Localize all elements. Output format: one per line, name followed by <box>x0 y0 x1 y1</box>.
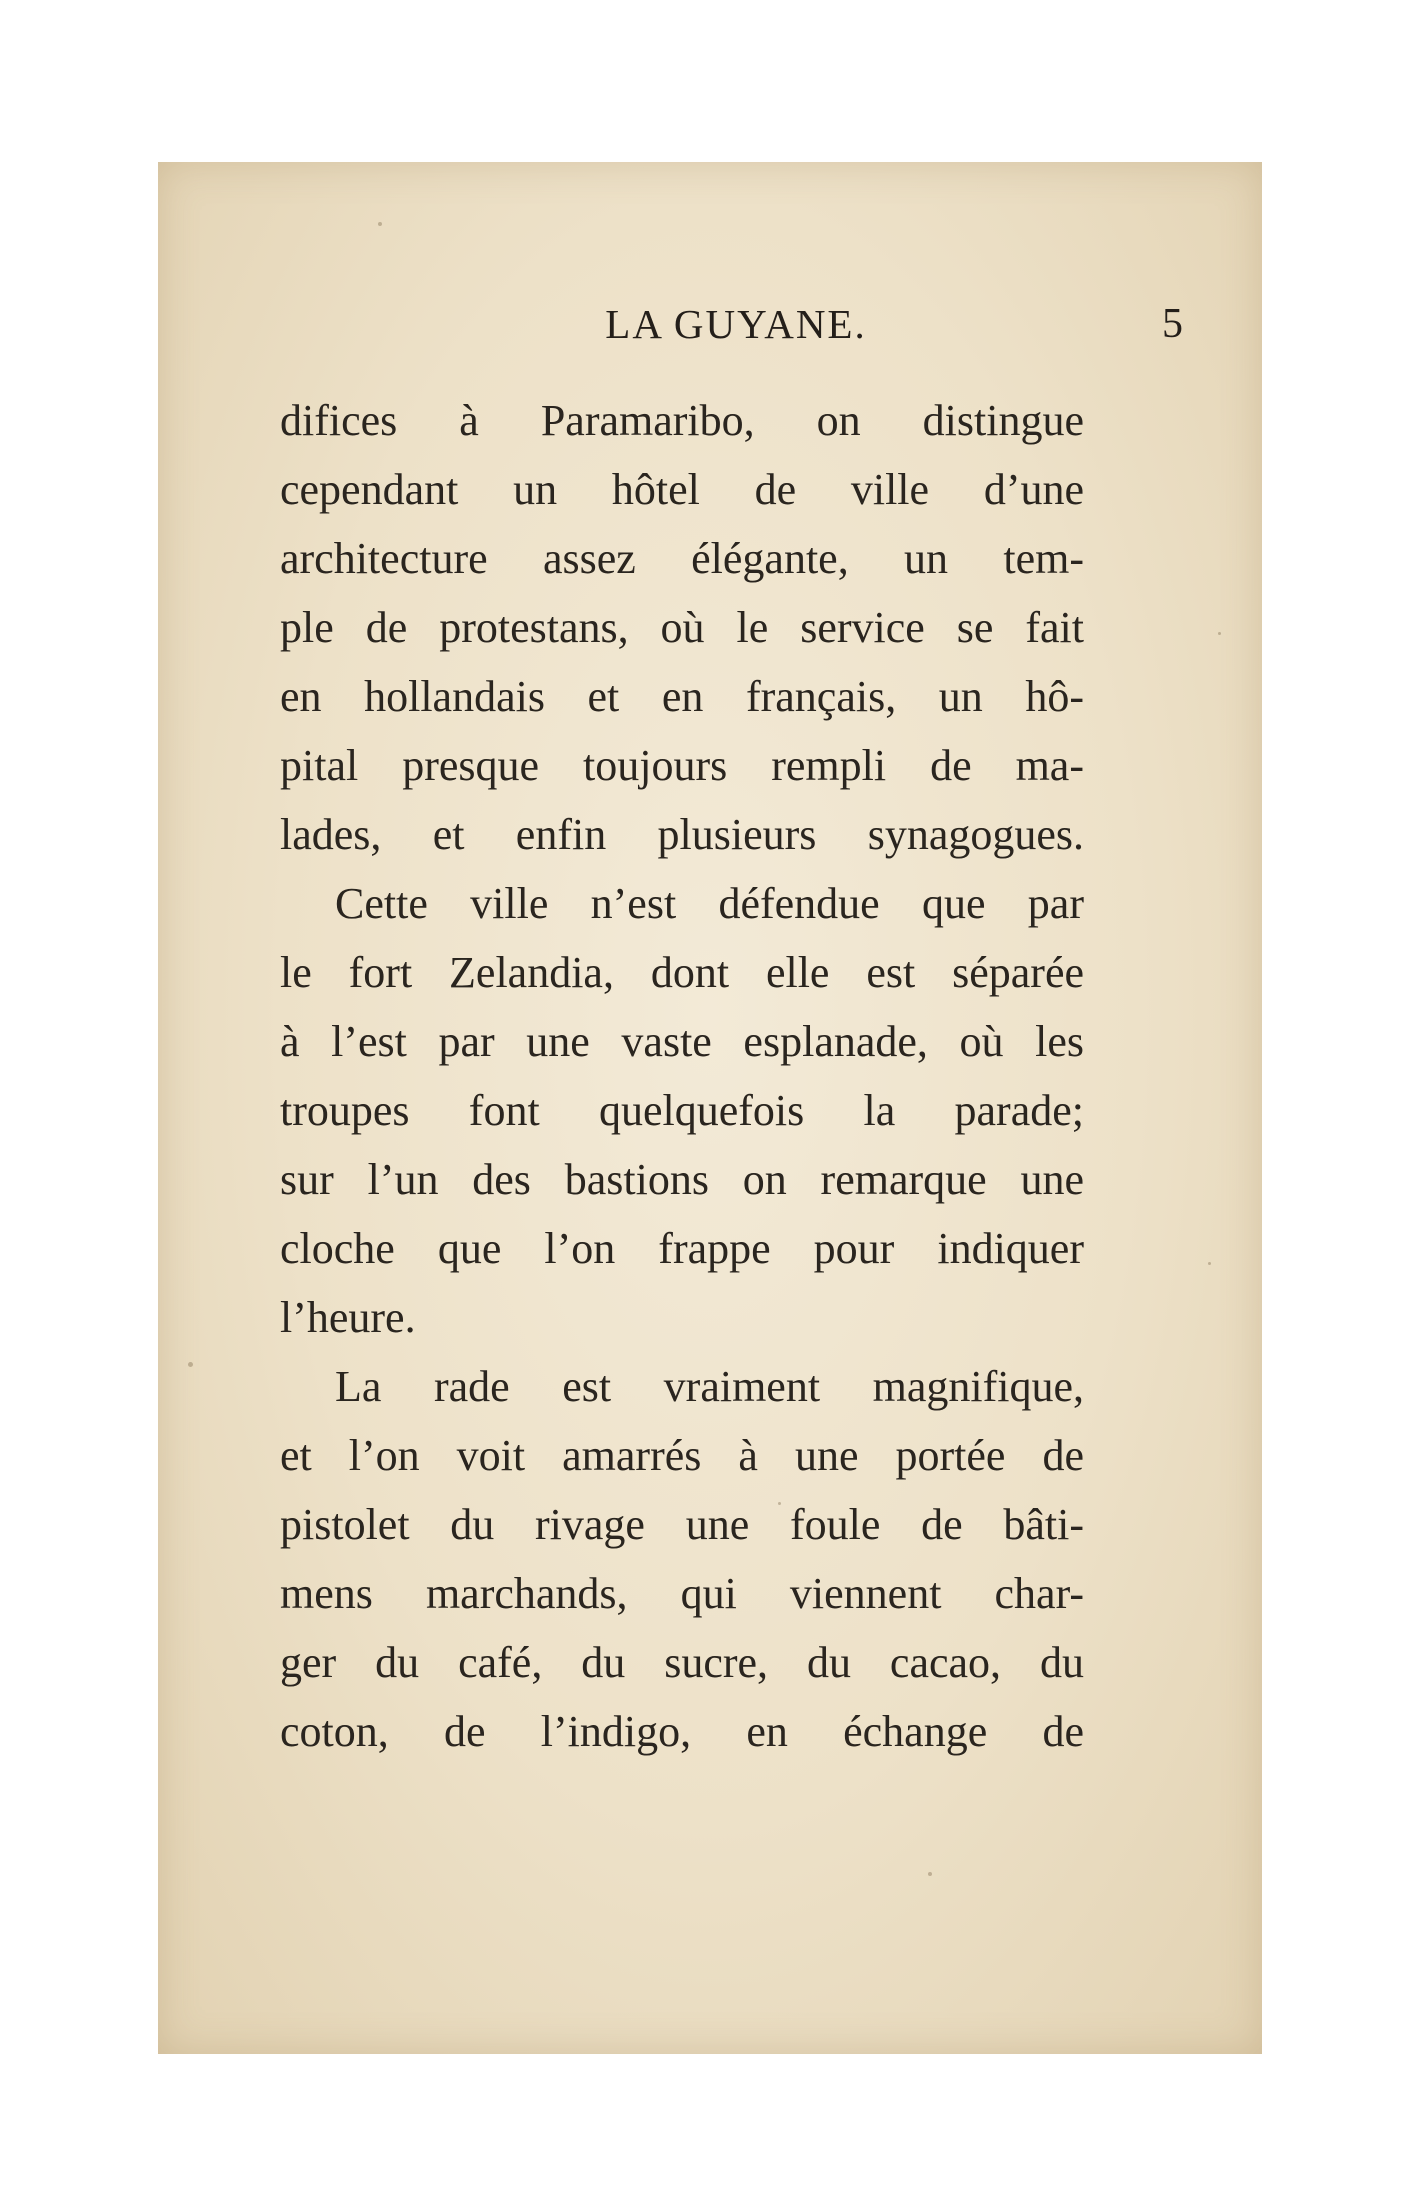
paper-speck <box>1208 1262 1211 1265</box>
running-title: LA GUYANE. <box>605 301 867 347</box>
text-line: lades, et enfin plusieurs synagogues. <box>280 810 1084 859</box>
text-line: et l’on voit amarrés à une portée de <box>280 1431 1084 1480</box>
text-line: ple de protestans, où le service se fait <box>280 603 1084 652</box>
book-page <box>158 162 1262 2054</box>
text-line: Cette ville n’est défendue que par <box>335 879 1084 928</box>
paper-speck <box>928 1872 932 1876</box>
page-header <box>278 296 1238 368</box>
text-line: sur l’un des bastions on remarque une <box>280 1155 1084 1204</box>
text-line: le fort Zelandia, dont elle est séparée <box>280 948 1084 997</box>
text-line: en hollandais et en français, un hô- <box>280 672 1084 721</box>
text-line: ger du café, du sucre, du cacao, du <box>280 1638 1084 1687</box>
text-line: architecture assez élégante, un tem- <box>280 534 1084 583</box>
body-text <box>280 386 1084 1766</box>
text-line: La rade est vraiment magnifique, <box>335 1362 1084 1411</box>
text-line: difices à Paramaribo, on distingue <box>280 396 1084 445</box>
page-number: 5 <box>1162 301 1183 347</box>
paper-speck <box>1218 632 1221 635</box>
text-line: mens marchands, qui viennent char- <box>280 1569 1084 1618</box>
text-line: pital presque toujours rempli de ma- <box>280 741 1084 790</box>
text-line: à l’est par une vaste esplanade, où les <box>280 1017 1084 1066</box>
text-line: l’heure. <box>280 1293 416 1342</box>
text-line: pistolet du rivage une foule de bâti- <box>280 1500 1084 1549</box>
text-line: cependant un hôtel de ville d’une <box>280 465 1084 514</box>
text-line: coton, de l’indigo, en échange de <box>280 1707 1084 1756</box>
text-line: cloche que l’on frappe pour indiquer <box>280 1224 1084 1273</box>
paper-speck <box>188 1362 193 1367</box>
paper-speck <box>378 222 382 226</box>
text-line: troupes font quelquefois la parade; <box>280 1086 1084 1135</box>
